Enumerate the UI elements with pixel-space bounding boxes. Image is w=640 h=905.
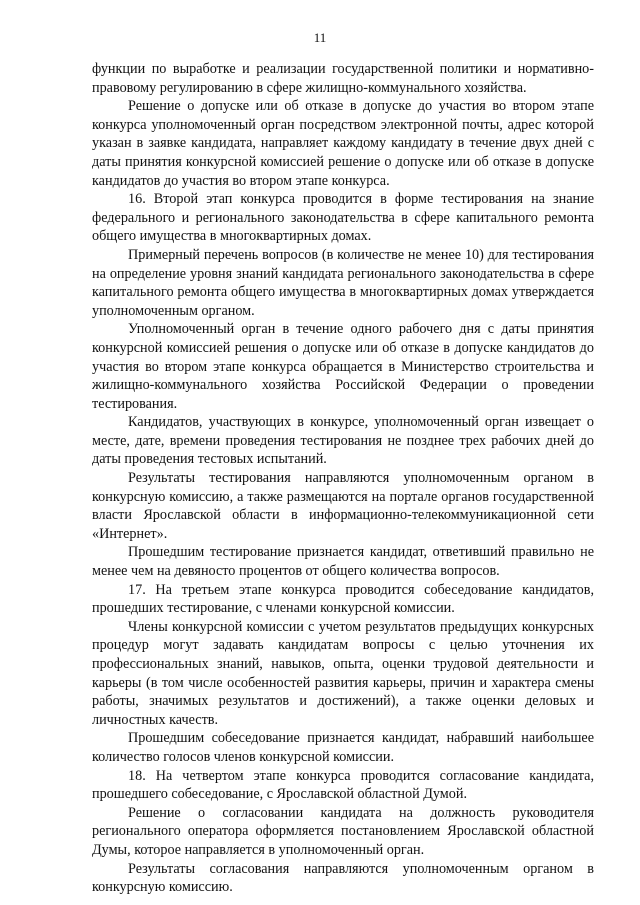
paragraph: Примерный перечень вопросов (в количестве не менее 10) для тестирования на определение уровня знаний кандидата регионального законодательства в сфере капитального ремонта общего имущества в многоквартирных домах утверждается уполномоченным органом.: [92, 246, 594, 319]
paragraph: 17. На третьем этапе конкурса проводится собеседование кандидатов, прошедших тестирование, с членами конкурсной комиссии.: [92, 581, 594, 617]
paragraph: 16. Второй этап конкурса проводится в форме тестирования на знание федерального и регионального законодательства в сфере капитального ремонта общего имущества в многоквартирных домах.: [92, 191, 594, 245]
paragraph: Уполномоченный орган в течение одного рабочего дня с даты принятия конкурсной комиссией решения о допуске или об отказе в допуске кандидатов до участия во втором этапе конкурса обращается в Министерство строительства и жилищно-коммунального хозяйства Российской Федерации о проведении тестирования.: [92, 321, 594, 412]
paragraph: Решение о допуске или об отказе в допуске до участия во втором этапе конкурса уполномоченный орган посредством электронной почты, адрес которой указан в заявке кандидата, направляет каждому кандидату в течение двух дней с даты принятия конкурсной комиссией решение о допуске или об отказе в допуске кандидатов до участия во втором этапе конкурса.: [92, 98, 594, 189]
paragraph: Результаты тестирования направляются уполномоченным органом в конкурсную комиссию, а также размещаются на портале органов государственной власти Ярославской области в информационно-телекоммуникационной сети «Интернет».: [92, 470, 594, 542]
paragraph: Решение о согласовании кандидата на должность руководителя регионального оператора оформляется постановлением Ярославской областной Думы, которое направляется в уполномоченный орган.: [92, 804, 594, 858]
paragraph: Кандидатов, участвующих в конкурсе, уполномоченный орган извещает о месте, дате, времени проведения тестирования не позднее трех рабочих дней до даты проведения тестовых испытаний.: [92, 414, 594, 468]
paragraph: Члены конкурсной комиссии с учетом результатов предыдущих конкурсных процедур могут задавать кандидатам вопросы с целью уточнения их профессиональных знаний, навыков, опыта, оценки трудовой деятельности и карьеры (в том числе особенностей развития карьеры, причин и характера смены работы, значимых результатов и достижений), а также оценки деловых и личностных качеств.: [92, 618, 594, 728]
document-body: [92, 60, 594, 897]
paragraph: 18. На четвертом этапе конкурса проводится согласование кандидата, прошедшего собеседование, с Ярославской областной Думой.: [92, 767, 594, 803]
paragraph: Прошедшим тестирование признается кандидат, ответивший правильно не менее чем на девяносто процентов от общего количества вопросов.: [92, 544, 594, 580]
page-number: 11: [313, 30, 327, 45]
paragraph: Прошедшим собеседование признается кандидат, набравший наибольшее количество голосов членов конкурсной комиссии.: [92, 730, 594, 765]
paragraph: функции по выработке и реализации государственной политики и нормативно-правовому регулированию в сфере жилищно-коммунального хозяйства.: [92, 61, 594, 96]
paragraph: Результаты согласования направляются уполномоченным органом в конкурсную комиссию.: [92, 860, 594, 896]
